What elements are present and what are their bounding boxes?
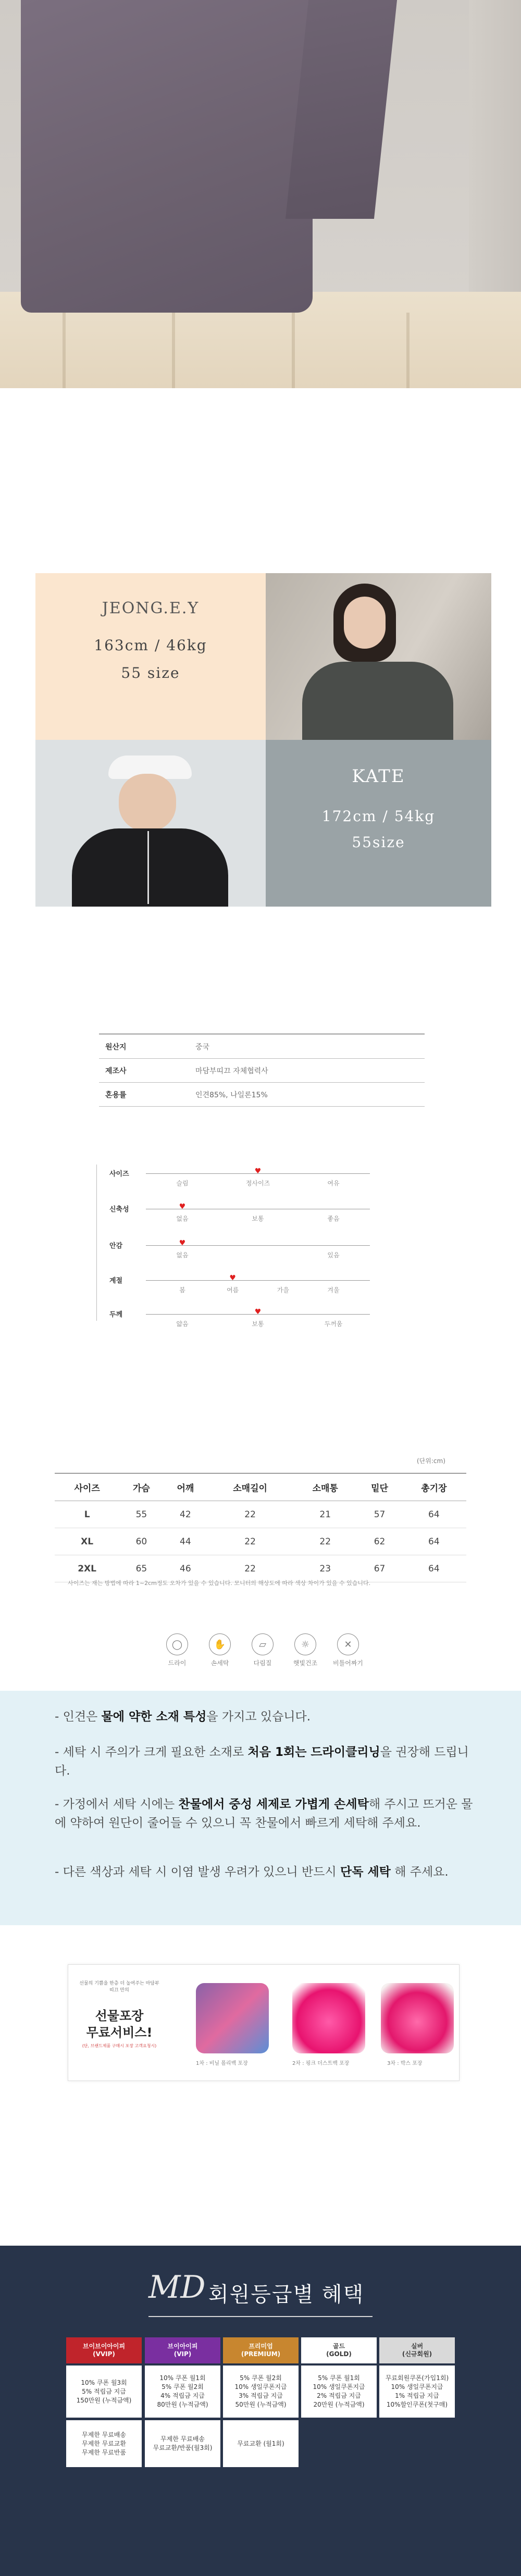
rating-option: 좋음 xyxy=(327,1215,340,1222)
gift-sub: 선물의 기쁨을 한층 더 높여주는 마담부띠끄 만의 xyxy=(79,1981,159,1993)
gift-photo-dust-bag xyxy=(292,1983,365,2053)
size-cell: 2XL xyxy=(55,1555,119,1582)
rating-scale-line xyxy=(146,1280,370,1281)
gift-badge: (단, 브랜드제품 구매시 포장 고객요청시) xyxy=(82,2044,157,2048)
size-header: 사이즈 xyxy=(55,1473,119,1501)
model-height-weight: 172cm / 54kg xyxy=(321,808,436,825)
hand-wash-icon: ✋ xyxy=(209,1633,231,1655)
grade-delivery-benefits: 무제한 무료배송 무료교환/반품(월3회) xyxy=(145,2420,220,2467)
rating-option: 보통 xyxy=(252,1320,264,1328)
model-size: 55size xyxy=(352,834,405,851)
size-header: 가슴 xyxy=(119,1473,163,1501)
dry-clean-icon: ◯ xyxy=(166,1633,188,1655)
gift-option-3: 3차 : 박스 포장 xyxy=(387,2061,423,2066)
care-item xyxy=(196,1633,243,1667)
size-cell: 55 xyxy=(119,1501,163,1528)
gift-title-2: 무료서비스! xyxy=(86,2025,153,2040)
size-row xyxy=(55,1555,466,1582)
fabric-care-notice xyxy=(0,1691,521,1925)
size-cell: XL xyxy=(55,1528,119,1555)
size-row xyxy=(55,1501,466,1528)
gift-option-1: 1차 : 비닐 폴리백 포장 xyxy=(196,2061,248,2066)
size-cell: 57 xyxy=(357,1501,401,1528)
no-bleach-icon: ✕ xyxy=(337,1633,359,1655)
grade-name: 프리미엄 (PREMIUM) xyxy=(223,2337,299,2363)
rating-option: 겨울 xyxy=(327,1286,340,1294)
rating-option: 없음 xyxy=(176,1252,189,1259)
gift-photo-poly-bag xyxy=(196,1983,269,2053)
model-name: KATE xyxy=(352,766,405,787)
size-unit: (단위:cm) xyxy=(417,1457,445,1465)
info-row-origin xyxy=(99,1034,425,1059)
model-photo-2 xyxy=(35,740,266,907)
size-header: 총기장 xyxy=(402,1473,466,1501)
rating-option: 두꺼움 xyxy=(324,1320,343,1328)
sun-dry-icon: ☼ xyxy=(294,1633,316,1655)
grade-name: 브이브이아이피 (VVIP) xyxy=(66,2337,142,2363)
size-cell: 67 xyxy=(357,1555,401,1582)
selected-heart-icon: ♥ xyxy=(254,1308,262,1316)
size-table xyxy=(55,1473,466,1582)
gift-option-2: 2차 : 핑크 더스트백 포장 xyxy=(292,2061,350,2066)
care-label: 손세탁 xyxy=(210,1659,229,1667)
size-cell: 64 xyxy=(402,1528,466,1555)
rating-label: 사이즈 xyxy=(109,1170,129,1178)
info-value: 마담부띠끄 자체협력사 xyxy=(195,1067,268,1075)
info-value: 중국 xyxy=(195,1043,210,1051)
grade-benefits: 10% 쿠폰 월1회 5% 쿠폰 월2회 4% 적립금 지급 80만원 (누적금액) xyxy=(145,2366,220,2418)
notice-line-3: - 가정에서 세탁 시에는 찬물에서 중성 세제로 가볍게 손세탁해 주시고 뜨거운 물에 약하여 원단이 줄어들 수 있으니 꼭 찬물에서 빠르게 세탁해 주세요. xyxy=(55,1798,473,1830)
model-card-2 xyxy=(266,740,491,907)
grade-delivery-benefits: 무료교환 (월1회) xyxy=(223,2420,299,2467)
care-item xyxy=(154,1633,201,1667)
grade-benefits: 10% 쿠폰 월3회 5% 적립금 지급 150만원 (누적금액) xyxy=(66,2366,142,2418)
grade-benefits: 5% 쿠폰 월2회 10% 생일쿠폰지급 3% 적립금 지급 50만원 (누적금액) xyxy=(223,2366,299,2418)
size-cell: 21 xyxy=(293,1501,357,1528)
care-label: 드라이 xyxy=(168,1659,187,1667)
shirt-image xyxy=(21,0,313,313)
care-label: 햇빛건조 xyxy=(293,1659,318,1667)
size-cell: 64 xyxy=(402,1555,466,1582)
grade-name: 실버 (신규회원) xyxy=(379,2337,455,2363)
size-note: 사이즈는 재는 방법에 따라 1~2cm정도 오차가 있을 수 있습니다. 모니터의 해상도에 따라 색상 차이가 있을 수 있습니다. xyxy=(68,1580,371,1587)
grade-benefits: 무료회원쿠폰(가입1회) 10% 생일쿠폰지급 1% 적립금 지급 10%할인쿠폰(첫구매) xyxy=(379,2366,455,2418)
gift-photo-box xyxy=(381,1983,454,2053)
rating-option: 정사이즈 xyxy=(245,1180,270,1187)
rating-option: 보통 xyxy=(252,1215,264,1222)
info-key: 원산지 xyxy=(105,1043,127,1051)
model-photo-1 xyxy=(266,573,491,740)
notice-line-2: - 세탁 시 주의가 크게 필요한 소재로 처음 1회는 드라이클리닝을 권장해 드립니다. xyxy=(55,1745,469,1778)
grade-benefits: 5% 쿠폰 월1회 10% 생일쿠폰지급 2% 적립금 지급 20만원 (누적금액) xyxy=(301,2366,377,2418)
gift-wrap-banner[interactable] xyxy=(68,1964,460,2081)
selected-heart-icon: ♥ xyxy=(179,1203,186,1211)
rating-option: 없음 xyxy=(176,1215,189,1222)
selected-heart-icon: ♥ xyxy=(229,1274,236,1282)
rating-option: 여름 xyxy=(227,1286,239,1294)
size-cell: 22 xyxy=(293,1528,357,1555)
rating-label: 계절 xyxy=(109,1277,123,1285)
size-header: 밑단 xyxy=(357,1473,401,1501)
iron-icon: ▱ xyxy=(252,1633,274,1655)
info-key: 제조사 xyxy=(105,1067,127,1075)
size-cell: 44 xyxy=(164,1528,207,1555)
size-cell: 22 xyxy=(207,1528,293,1555)
size-cell: 65 xyxy=(119,1555,163,1582)
hero-product-photo xyxy=(0,0,521,388)
model-card-1 xyxy=(35,573,266,740)
rating-label: 신축성 xyxy=(109,1206,129,1213)
size-cell: 22 xyxy=(207,1555,293,1582)
md-logo: MD xyxy=(148,2269,206,2306)
selected-heart-icon: ♥ xyxy=(179,1239,186,1247)
grade-name: 골드 (GOLD) xyxy=(301,2337,377,2363)
size-row xyxy=(55,1528,466,1555)
membership-title: 회원등급별 혜택 xyxy=(208,2283,365,2307)
size-cell: 46 xyxy=(164,1555,207,1582)
care-item xyxy=(239,1633,286,1667)
size-header: 소매통 xyxy=(293,1473,357,1501)
care-label: 비틀어짜기 xyxy=(333,1659,363,1667)
size-header: 어깨 xyxy=(164,1473,207,1501)
rating-option: 여유 xyxy=(327,1180,340,1187)
rating-option: 봄 xyxy=(179,1286,185,1294)
care-item xyxy=(282,1633,329,1667)
size-cell: 62 xyxy=(357,1528,401,1555)
size-cell: 42 xyxy=(164,1501,207,1528)
selected-heart-icon: ♥ xyxy=(254,1167,262,1175)
rating-label: 두께 xyxy=(109,1311,123,1319)
info-row-maker xyxy=(99,1058,425,1083)
rating-option: 슬림 xyxy=(176,1180,189,1187)
rating-option: 있음 xyxy=(327,1252,340,1259)
rating-option: 가을 xyxy=(277,1286,289,1294)
size-cell: 64 xyxy=(402,1501,466,1528)
size-header: 소매길이 xyxy=(207,1473,293,1501)
care-label: 다림질 xyxy=(253,1659,272,1667)
size-cell: 60 xyxy=(119,1528,163,1555)
model-name: JEONG.E.Y xyxy=(102,599,200,617)
notice-line-4: - 다른 색상과 세탁 시 이염 발생 우려가 있으니 반드시 단독 세탁 해 주세요. xyxy=(55,1865,449,1879)
info-key: 혼용률 xyxy=(105,1091,127,1099)
size-cell: 23 xyxy=(293,1555,357,1582)
size-cell: L xyxy=(55,1501,119,1528)
rating-option: 얇음 xyxy=(176,1320,189,1328)
grade-delivery-benefits: 무제한 무료배송 무제한 무료교환 무제한 무료반품 xyxy=(66,2420,142,2467)
info-row-material xyxy=(99,1082,425,1107)
grade-name: 브이아이피 (VIP) xyxy=(145,2337,220,2363)
model-size: 55 size xyxy=(121,664,180,682)
gift-title-1: 선물포장 xyxy=(95,2009,144,2023)
info-value: 인견85%, 나일론15% xyxy=(195,1091,268,1099)
rating-label: 안감 xyxy=(109,1242,123,1250)
size-cell: 22 xyxy=(207,1501,293,1528)
model-height-weight: 163cm / 46kg xyxy=(94,637,207,654)
notice-line-1: - 인견은 물에 약한 소재 특성을 가지고 있습니다. xyxy=(55,1710,311,1724)
care-item xyxy=(325,1633,371,1667)
